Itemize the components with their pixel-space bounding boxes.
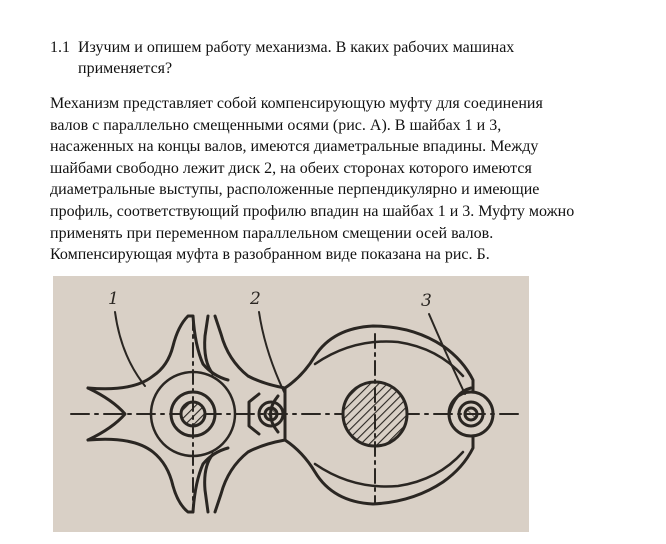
answer-line: диаметральные выступы, расположенные перпендикулярно и имеющие xyxy=(50,181,540,199)
question-number: 1.1 xyxy=(50,39,70,56)
answer-line: Компенсирующая муфта в разобранном виде показана на рис. Б. xyxy=(50,246,490,264)
answer-line: насаженных на концы валов, имеются диаметральные впадины. Между xyxy=(50,138,539,156)
figure-label-1: 1 xyxy=(108,289,119,309)
coupling-drawing xyxy=(53,276,529,532)
figure-label-3: 3 xyxy=(421,291,432,311)
answer-line: применять при переменном параллельном смещении осей валов. xyxy=(50,224,494,242)
answer-line: Механизм представляет собой компенсирующую муфту для соединения xyxy=(50,95,543,112)
question-text-line-1: Изучим и опишем работу механизма. В каких рабочих машинах xyxy=(78,39,515,56)
leader-line-1 xyxy=(115,312,145,386)
answer-line: валов с параллельно смещенными осями (рис. А). В шайбах 1 и 3, xyxy=(50,116,502,134)
answer-paragraph xyxy=(50,93,650,266)
figure-label-2: 2 xyxy=(250,289,261,309)
question-heading xyxy=(50,37,630,79)
answer-line: шайбами свободно лежит диск 2, на обеих сторонах которого имеются xyxy=(50,159,532,177)
answer-line: профиль, соответствующий профилю впадин на шайбах 1 и 3. Муфту можно xyxy=(50,202,575,220)
question-text-line-2: применяется? xyxy=(78,60,173,77)
coupling-figure xyxy=(53,276,529,532)
